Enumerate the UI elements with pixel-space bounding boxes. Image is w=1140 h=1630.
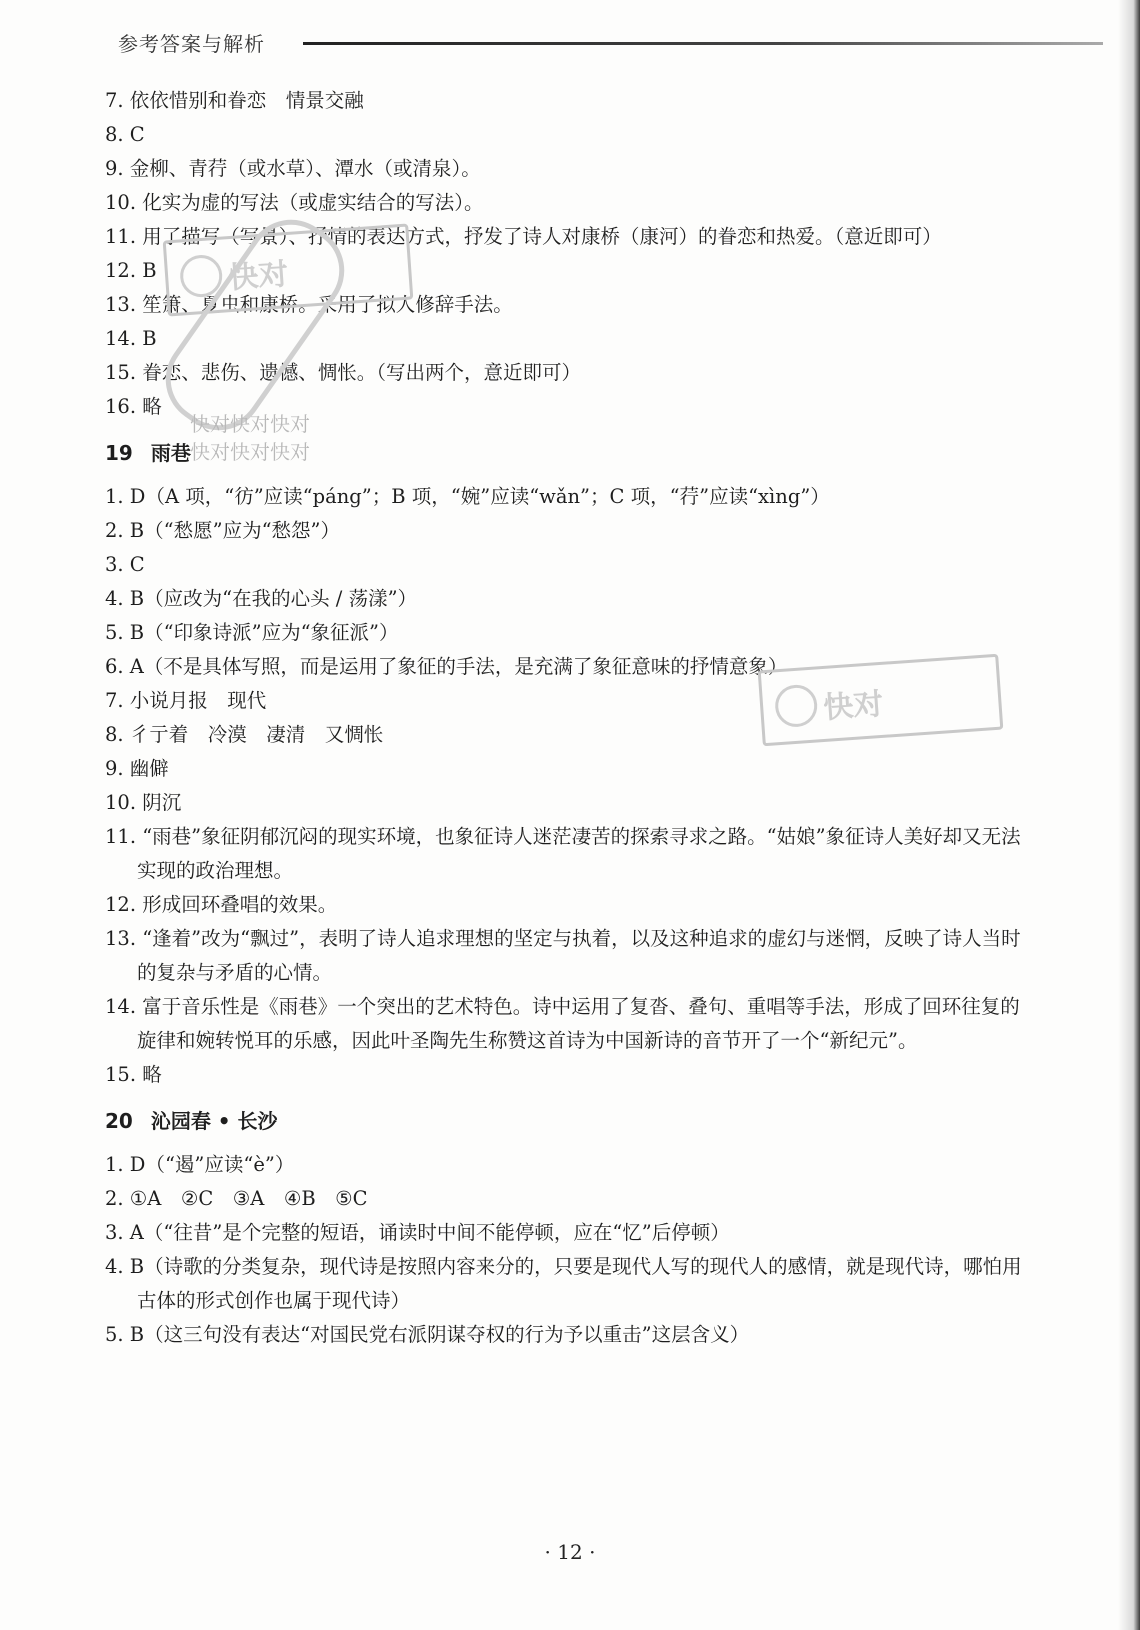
answer-item: 6. A（不是具体写照，而是运用了象征的手法，是充满了象征意味的抒情意象）	[105, 655, 788, 678]
answer-item: 11. 用了描写（写景）、抒情的表达方式，抒发了诗人对康桥（康河）的眷恋和热爱。（意近即可）	[105, 225, 942, 248]
watermark-small-text: 快对快对快对	[190, 412, 310, 436]
answer-item: 15. 略	[105, 1063, 162, 1086]
answer-item: 5. B（“印象诗派”应为“象征派”）	[105, 621, 399, 644]
answer-item: 14. 富于音乐性是《雨巷》一个突出的艺术特色。诗中运用了复沓、叠句、重唱等手法，形成了回环往复的旋律和婉转悦耳的乐感，因此叶圣陶先生称赞这首诗为中国新诗的音节开了一个“新纪元”。	[105, 995, 1020, 1052]
answer-item: 13. “逢着”改为“飘过”，表明了诗人追求理想的坚定与执着，以及这种追求的虚幻与迷惘，反映了诗人当时的复杂与矛盾的心情。	[105, 927, 1021, 984]
answers-section-20	[105, 1148, 1035, 1352]
watermark-small-text: 快对快对快对	[190, 440, 310, 464]
answer-item: 12. 形成回环叠唱的效果。	[105, 893, 338, 916]
check-circle-icon	[774, 683, 819, 728]
answer-item: 3. A（“往昔”是个完整的短语，诵读时中间不能停顿，应在“忆”后停顿）	[105, 1221, 730, 1244]
answer-item: 8. 彳亍着 冷漠 凄清 又惆怅	[105, 723, 384, 746]
answer-item: 3. C	[105, 553, 145, 576]
page-number: · 12 ·	[544, 1540, 596, 1564]
answer-item: 11. “雨巷”象征阴郁沉闷的现实环境，也象征诗人迷茫凄苦的探索寻求之路。“姑娘”象征诗人美好却又无法实现的政治理想。	[105, 825, 1021, 882]
answer-item: 2. ①A ②C ③A ④B ⑤C	[105, 1187, 368, 1210]
watermark-text: 快对	[822, 686, 885, 726]
answer-item: 15. 眷恋、悲伤、遗憾、惆怅。（写出两个，意近即可）	[105, 361, 581, 384]
header-rule	[303, 42, 1103, 45]
watermark-text: 快对	[227, 257, 290, 297]
answer-item: 5. B（这三句没有表达“对国民党右派阴谋夺权的行为予以重击”这层含义）	[105, 1323, 750, 1346]
answer-item: 4. B（诗歌的分类复杂，现代诗是按照内容来分的，只要是现代人写的现代人的感情，就是现代诗，哪怕用古体的形式创作也属于现代诗）	[105, 1255, 1022, 1312]
answer-item: 12. B	[105, 259, 157, 282]
answer-item: 9. 金柳、青荇（或水草）、潭水（或清泉）。	[105, 157, 481, 180]
answer-item: 8. C	[105, 123, 145, 146]
answer-item: 9. 幽僻	[105, 757, 169, 780]
answer-item: 16. 略	[105, 395, 162, 418]
section-title: 沁园春 • 长沙	[150, 1109, 278, 1133]
answer-item: 7. 小说月报 现代	[105, 689, 267, 712]
page-header	[118, 28, 1018, 62]
answer-item: 4. B（应改为“在我的心头 / 荡漾”）	[105, 587, 418, 610]
answer-item: 1. D（“遏”应读“è”）	[105, 1153, 295, 1176]
answer-item: 2. B（“愁愿”应为“愁怨”）	[105, 519, 341, 542]
answer-item: 7. 依依惜别和眷恋 情景交融	[105, 89, 364, 112]
answer-item: 1. D（A 项，“彷”应读“páng”；B 项，“婉”应读“wǎn”；C 项，“荇”应读“xìng”）	[105, 485, 830, 508]
section-title: 雨巷	[150, 441, 191, 465]
header-title: 参考答案与解析	[118, 32, 265, 56]
section-number: 20	[105, 1109, 133, 1133]
answer-item: 14. B	[105, 327, 157, 350]
page-edge-shadow	[1118, 0, 1140, 1630]
answer-item: 10. 阴沉	[105, 791, 182, 814]
answers-section-19	[105, 480, 1035, 1092]
section-number: 19	[105, 441, 133, 465]
answer-item: 10. 化实为虚的写法（或虚实结合的写法）。	[105, 191, 484, 214]
section-heading-20	[105, 1106, 1035, 1136]
answer-item: 13. 笙箫、夏虫和康桥。采用了拟人修辞手法。	[105, 293, 513, 316]
